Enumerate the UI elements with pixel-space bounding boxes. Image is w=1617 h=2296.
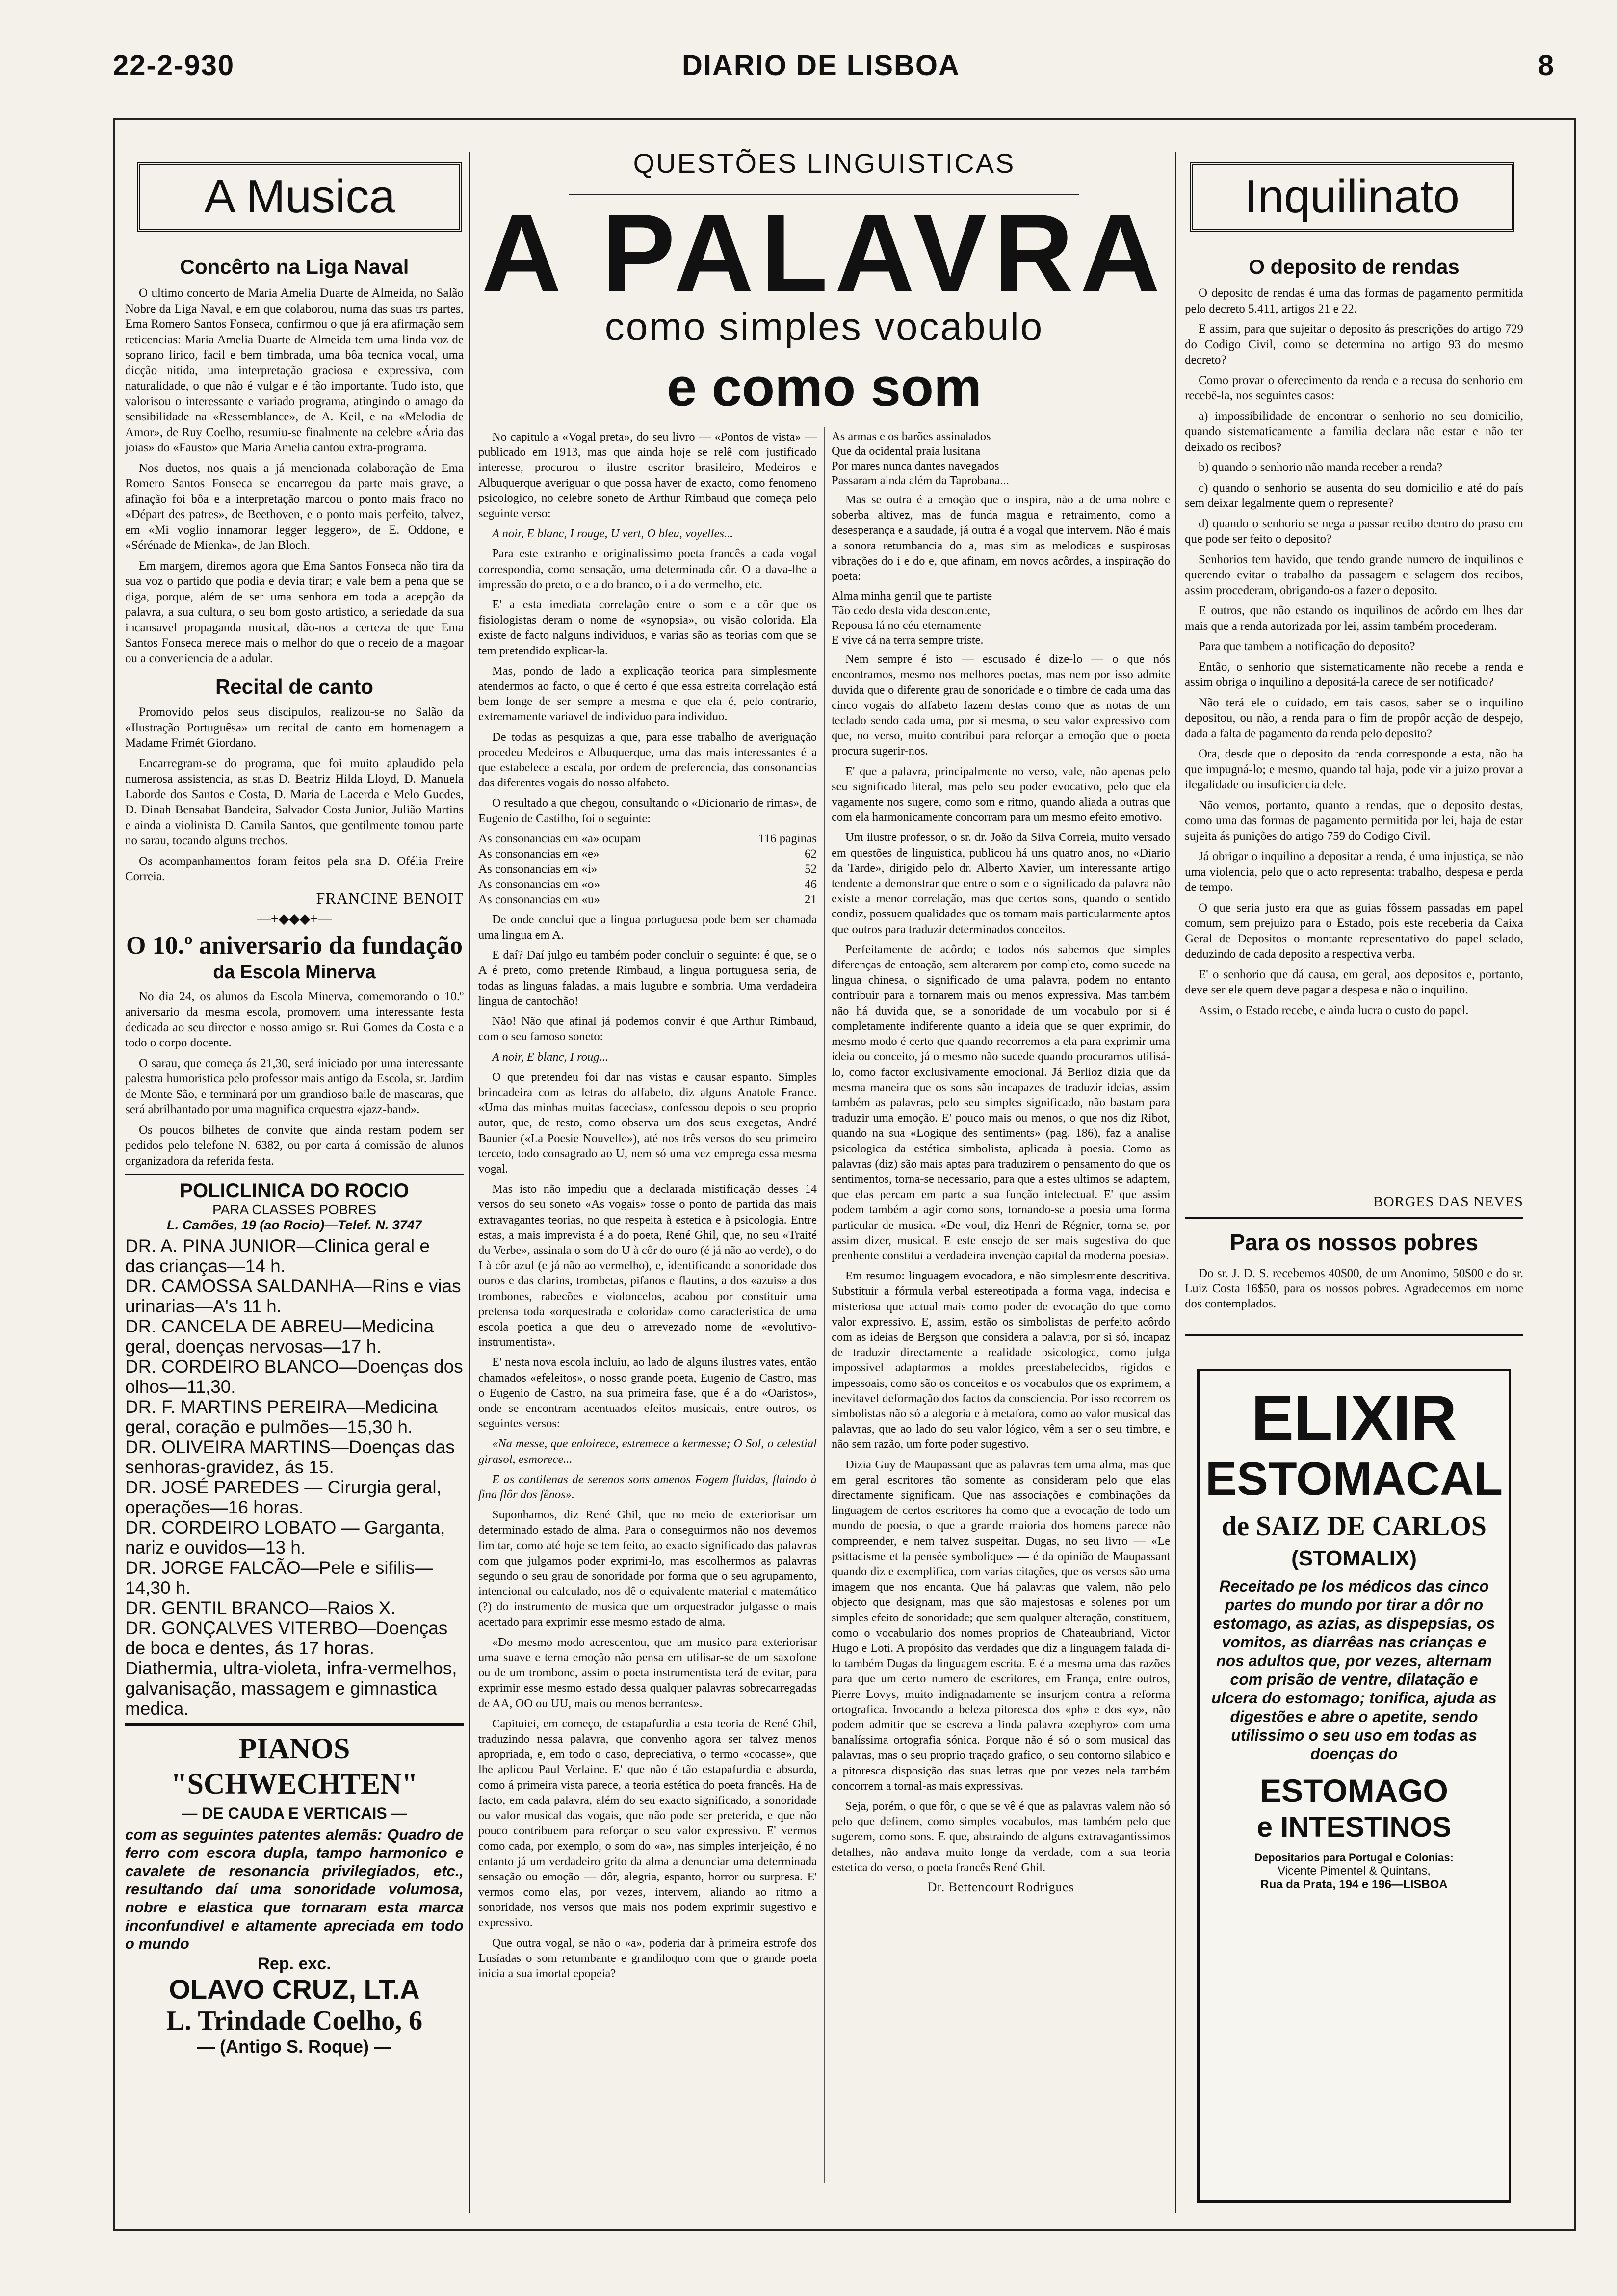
paragraph: E outros, que não estando os inquilinos de acôrdo em lhes dar mais que a renda autorizada por lei, assim também procederam. [1185,604,1523,633]
pobres-body: Do sr. J. D. S. recebemos 40$00, de um Anonimo, 50$00 e do sr. Luiz Costa 16$50, para os nossos pobres. Agradecemos em nome dos contemplados. [1185,1267,1523,1310]
paragraph: Capituiei, em começo, de estapafurdia a esta teoria de René Ghil, traduzindo nessa palavra, que convenho agora ser talvez menos apropriada, e, em todo o caso, depreciativa, o termo «cocasse», que lhe aplicou Paul Verlaine. E' que não é tão estapafurdia e absurda, como á primeira vista parece, a teoria estética do poeta francês. Ha de facto, em cada palavra, além do seu exacto significado, a sonoridade ou valor musical das vogais, que não pode ser preterida, e que não pouco contribuem para reforçar o seu valor expressivo. E' vermos como cada, por exemplo, o som do «a», nas simples interjeição, é no entanto já um verdadeiro grito da alma a denunciar uma determinada sensação ou emoção — dôr, alegria, espanto, horror ou surpresa. E' vermos como elas, por vezes, intervem, aliando ao ritmo a sonoridade, nos versos que mais nos podem exprimir sugestivo e expressivo. [478,1717,817,1930]
pianos-address: L. Trindade Coelho, 6 [166,2006,423,2036]
right-column [1185,255,1523,1187]
paragraph: E' a esta imediata correlação entre o som e a côr que os fisiologistas deram o nome de «synopsia», ou visão colorida. Ela existe de facto nalguns individuos, e varias são as teorias com que se tem pretendido explicar-la. [478,598,817,657]
paragraph: «Do mesmo modo acrescentou, que um musico para exteriorisar uma suave e terna emoção não pensa em utilisar-se de um saxofone ou de um trombone, assim o poeta instrumentista terá de evitar, para exprimir esse mesmo estado dessa qualquer palavras sobrecarregadas de AA, OO ou UU, mais ou menos berrantes». [478,1635,817,1710]
inquilinato-heading: O deposito de rendas [1249,255,1460,278]
article-subhead-2: e como som [667,357,982,417]
column-divider-left [469,152,470,2213]
recital-body [125,704,464,885]
pianos-text: com as seguintes patentes alemãs: Quadro de ferro com escora dupla, tampo harmonico e cavalete de resonancia privilegiados, etc., resultando daí uma sonoridade volumosa, nobre e elastica que tornaram esta marca inconfundivel e altamente apreciada em todo o mundo [125,1826,464,1952]
paragraph: Dizia Guy de Maupassant que as palavras tem uma alma, mas que em geral escritores tão somente as consideram pelo que elas directamente significam. Que nas associações e combinações da linguagem de certos escritores ha como que a evocação de todo um mundo de poesia, o que a grande maioria dos homens parece não compreender, e nem talvez suspeitar. Dugas, no seu livro — «Le psittacisme et la pensée symbolique» — é da opinião de Maupassant quando diz e exemplifica, com varias citações, que os versos são uma imagem que nos encanta. Que há palavras que valem, não pelo objecto que designam, mas que são majestosas e solenes por um simples efeito de sonoridade; que sem qualquer alteração, constituem, como o vocabulario dos nomes proprios de Chateaubriand, Victor Hugo e Loti. A propósito das verdades que diz a linguagem falada di-lo também Dugas da linguagem escrita. E é a mesma uma das razões para que um certo numero de escritores, em França, entre outros, Pierre Lovys, muito indignadamente se insurjem contra a reforma ortografica. Invocando a beleza pitoresca dos «ph» e dos «y», não podem admitir que se escreva a linda palavra «zephyro» com uma banalíssima ortografia sónica. Porque não é só o som musical das palavras, mas o seu proprio traçado grafico, o seu contorno silabico e a pitoresca disposição das suas letras que por vezes nela também concorrem a tornal-as mais expressivas. [832,1458,1170,1793]
doctor-entry: DR. JOSÉ PAREDES — Cirurgia geral, operações—16 horas. [125,1477,442,1517]
doctor-entry: DR. JORGE FALCÃO—Pele e sifilis—14,30 h. [125,1558,433,1598]
doctor-entry: DR. A. PINA JUNIOR—Clinica geral e das crianças—14 h. [125,1236,430,1276]
table-label: As consonancias em «a» ocupam [478,832,641,845]
paragraph: Um ilustre professor, o sr. dr. João da Silva Correia, muito versado em questões de linguistica, publicou há uns quatro anos, no «Diario da Tarde», dirigido pelo dr. Alberto Xavier, um interessante artigo tendente a demonstrar que entre o som e o significado da palavra não existe a menor correlação, mas que certos sons, quando o sentido condiz, possuem qualidades que os tornam mais particularmente aptos que outros para traduzir determinados conceitos. [832,831,1170,936]
table-row [478,846,817,861]
column-divider-right [1175,152,1176,2213]
elixir-stomach: ESTOMAGO [1260,1773,1448,1809]
minerva-subheading: da Escola Minerva [213,962,376,983]
pianos-company: OLAVO CRUZ, LT.A [169,1974,420,2005]
page-number: 8 [1538,50,1555,81]
verse-block [832,429,1170,488]
verse-line: Alma minha gentil que te partiste [832,589,992,603]
pobres-heading: Para os nossos pobres [1229,1229,1479,1255]
table-value: 116 paginas [758,832,817,845]
verse-line: As armas e os barões assinalados [832,430,991,443]
paragraph: Assim, o Estado recebe, e ainda lucra o custo do papel. [1199,1003,1469,1017]
doctor-entry: DR. GENTIL BRANCO—Raios X. [125,1598,396,1618]
article-subhead-1: como simples vocabulo [604,305,1044,348]
section-head-inquilinato: Inquilinato [1190,162,1514,232]
page-date: 22-2-930 [113,50,235,81]
paragraph: Perfeitamente de acôrdo; e todos nós sabemos que simples diferenças de entoação, sem alterarem por completo, como sucede na lingua chinesa, o significado de uma palavra, podem no entanto contribuir para a tornarem mais ou menos expressiva. Mas também não há duvida que, se a sonoridade de um vocabulo por si é completamente indiferente quanto a ideia que se quer exprimir, do mesmo modo é certo que quando recorremos a ela para exprimir uma ideia ou conceito, já o mesmo não sucede quando procuramos utilisá-lo, como factor exclusivamente emocional. Já Berlioz dizia que da mesma maneira que os sons são incapazes de traduzir ideias, assim também as palavras, pelo seu simples significado, não bastam para traduzir uma emoção. E' pouco mais ou menos, o que nos diz Ribot, quando na sua «Logique des sentiments» (pag. 186), faz a analise psicologica da estética simbolista, aplicada à poesia. Como as palavras (diz) são mais aptas para traduzirem o pensamento do que os sentimentos, torna-se necessario, para que a estes ultimos se adaptem, que elas percam em parte a sua função intelectual. E' que assim podem também a agir como sons, tornando-se a poesia uma forma particular de musica. «De voul, diz Henri de Régnier, torna-se, por assim dizer, musical. E este ensejo de ser mais sugestiva do que prenhente constitui a verdadeira invenção capital da moderna poesia». [832,942,1170,1262]
rule [125,1174,464,1175]
article-column-2 [832,429,1170,2215]
paragraph: Nem sempre é isto — escusado é dize-lo — o que nós encontramos, mesmo nos melhores poetas, mas nem por isso admite duvida que o diferente grau de sonoridade e o timbre de cada uma das cinco vogais do alfabeto fazem destas como que as notas de um teclado sendo cada uma, por si mesma, o seu valor expressivo com que, no verso, muito contribui para reforçar a emoção que o poeta procura sugerir-nos. [832,652,1170,758]
paragraph: Mas, pondo de lado a explicação teorica para simplesmente atendermos ao facto, o que é certo é que essa estreita correlação está bem longe de ser sempre a mesma e que ela é, pelo contrario, extremamente variavel de individuo para individuo. [478,664,817,724]
paragraph: O ultimo concerto de Maria Amelia Duarte de Almeida, no Salão Nobre da Liga Naval, e em que colaborou, numa das suas trs partes, Ema Romero Santos Fonseca, confirmou o que já era afirmação sem reticencias: Maria Amelia Duarte de Almeida tem uma linda voz de soprano lirico, facil e bem timbrada, uma bôa tecnica vocal, uma dicção nitida, uma interpretação graciosa e expressiva, com naturalidade, o que não é vulgar e é tão importante. Tudo isto, que valorisou o interessante e variado programa, atingindo o amago da sensibilidade na «Ressemblance», de A. Keil, e na «Melodia de Amor», de Ruy Coelho, resumiu-se finalmente na celebre «Ária das joias» do «Fausto» que Maria Amelia cantou extra-programa. [125,287,464,454]
paragraph: E daí? Daí julgo eu também poder concluir o seguinte: é que, se o A é preto, como pretende Rimbaud, a lingua portuguesa seria, de todas as linguas faladas, a mais lugubre e sombria. Uma verdadeira lingua de cantochão! [478,948,817,1008]
newspaper-title: DIARIO DE LISBOA [682,50,960,81]
paragraph: O que seria justo era que as guias fôssem passadas em papel comum, sem prejuizo para o Estado, pois este receberia da Caixa Geral de Depositos o montante representativo do papel selado, deduzindo de cada deposito a respectiva verba. [1185,901,1523,961]
paragraph: Mas se outra é a emoção que o inspira, não a de uma nobre e soberba altivez, mas de funda magua e retraimento, como a desesperança e a saudade, já outra é a vogal que intervem. Não é mais a sonora retumbancia do a, mas sim as melodicas e suspirosas vibrações do i e do e, que afinam, em novos acôrdes, a inspiração do poeta: [832,493,1170,583]
verse-block [832,589,1170,648]
paragraph: E' que a palavra, principalmente no verso, vale, não apenas pelo seu significado literal, mas pelo seu poder evocativo, pelo que ela vagamente nos sugere, como som e ritmo, quando aliada a outras que com ela harmonicamente concorram para um mesmo efeito emotivo. [832,764,1170,824]
doctor-entry: Diathermia, ultra-violeta, infra-vermelhos, galvanisação, massagem e gimnastica medica. [125,1658,457,1719]
verse-line: Por mares nunca dantes navegados [832,459,999,472]
article-headline: A PALAVRA [481,191,1167,314]
signature-borges: BORGES DAS NEVES [1373,1194,1523,1210]
paragraph: Já obrigar o inquilino a depositar a renda, é uma injustiça, se não uma violencia, pelo que o acto representa: trabalho, despesa e perda de tempo. [1185,850,1523,894]
paragraph: Não! Não que afinal já podemos convir é que Arthur Rimbaud, com o seu famoso soneto: [478,1015,817,1044]
table-row [478,861,817,877]
verse-line: Que da ocidental praia lusitana [832,444,981,458]
elixir-maker: de SAIZ DE CARLOS [1222,1511,1487,1541]
doctor-entry: DR. OLIVEIRA MARTINS—Doenças das senhoras-gravidez, ás 15. [125,1437,455,1477]
section-head-musica: A Musica [137,162,462,232]
paragraph: Seja, porém, o que fôr, o que se vê é que as palavras valem não só pelo que definem, como simples vocabulos, mas também pelo que sugerem, como sons. E que, abstraindo de alguns extravagantissimos detalhes, não andava muito longe da verdade, com a sua teoria estetica do verso, o poeta francês René Ghil. [832,1800,1170,1874]
elixir-brand: (STOMALIX) [1291,1546,1417,1570]
minerva-heading: O 10.º aniversario da fundação [126,931,463,960]
paragraph: O sarau, que começa ás 21,30, será iniciado por uma interessante palestra humoristica pelo professor mais antigo da Escola, sr. Jardim de Monte São, e terminará por um grandioso baile de mascaras, que será abrilhantado por uma magnifica orquestra «jazz-band». [125,1056,464,1116]
table-value: 62 [805,847,817,861]
verse-line: Repousa lá no céu eternamente [832,619,981,632]
signature-francine: FRANCINE BENOIT [316,889,464,907]
paragraph: E as cantilenas de serenos sons amenos Fogem fluidas, fluindo à fina flôr dos fênos». [478,1472,817,1501]
pianos-line: — DE CAUDA E VERTICAIS — [182,1804,407,1822]
rule [1185,1334,1523,1336]
policlinica-title: POLICLINICA DO ROCIO [180,1180,409,1201]
paragraph: E' nesta nova escola incluiu, ao lado de alguns ilustres vates, então chamados «efeleitos», o nosso grande poeta, Eugenio de Castro, mas o Eugenio de Castro, na sua primeira fase, que é a do «Oaristos», onde se encontram acentuados efeitos musicais, entre outros, os seguintes versos: [478,1356,817,1431]
table-value: 46 [805,877,817,891]
table-label: As consonancias em «u» [478,892,600,906]
paragraph: A noir, E blanc, I roug... [492,1050,608,1064]
pianos-old-address: — (Antigo S. Roque) — [197,2036,391,2057]
paragraph: Os acompanhamentos foram feitos pela sr.a D. Ofélia Freire Correia. [125,854,464,883]
article-signature: Dr. Bettencourt Rodrigues [927,1880,1074,1895]
table-value: 21 [805,892,817,906]
pianos-ad [125,1731,464,2057]
article-kicker: QUESTÕES LINGUISTICAS [633,148,1016,179]
elixir-subtitle: ESTOMACAL [1205,1453,1503,1505]
rule [125,1723,464,1726]
paragraph: Para que tambem a notificação do deposito? [1199,640,1415,653]
pianos-rep: Rep. exc. [258,1955,331,1973]
verse-line: Passaram ainda além da Taprobana... [832,474,1009,487]
minerva-body [125,989,464,1169]
elixir-ad [1197,1369,1511,2203]
paragraph: E' o senhorio que dá causa, em geral, aos depositos e, portanto, deve ser ele quem deve pagar a despesa e não o inquilino. [1185,967,1523,996]
concerto-body [125,286,464,666]
paragraph: No dia 24, os alunos da Escola Minerva, comemorando o 10.º aniversario da mesma escola, promovem uma interessante festa dedicada ao seu director e nosso amigo sr. Rui Gomes da Costa e a todo o corpo docente. [125,990,464,1049]
table-row [478,831,817,846]
paragraph: Suponhamos, diz René Ghil, que no meio de exteriorisar um determinado estado de alma. Para o conseguirmos não nos devemos limitar, como até hoje se tem feito, ao exacto significado das palavras com que julgamos poder exprimi-lo, mas escolhermos as palavras segundo o seu grau de sonoridade por forma que o seu agrupamento, intencional ou calculado, nos dê o equivalente material e matemático (?) do instrumento de musica que um orquestrador julgasse o mais acertado para exprimir esse mesmo estado de alma. [478,1508,817,1629]
paragraph: Que outra vogal, se não o «a», poderia dar à primeira estrofe dos Lusíadas o som retumbante e grandiloquo com que o grande poeta inicia a sua imortal epopeia? [478,1936,817,1981]
table-label: As consonancias em «o» [478,877,600,891]
recital-heading: Recital de canto [215,675,374,698]
column-divider-center [824,427,825,2183]
article-column-1 [478,429,817,2215]
paragraph: Encarregram-se do programa, que foi muito aplaudido pela numerosa assistencia, as sr.as D. Beatriz Hilda Lloyd, D. Manuela Laborde dos Santos e Costa, D. Maria de Lacerda e Melo Guedes, D. Dinah Bensabat Bandeira, Salvador Costa Junior, Julião Martins e ainda a violinista D. Camila Santos, que gentilmente tomou parte no sarau, tocando alguns trechos. [125,757,464,847]
doctor-entry: DR. F. MARTINS PEREIRA—Medicina geral, coração e pulmões—15,30 h. [125,1397,438,1437]
table-value: 52 [805,862,817,876]
paragraph: Então, o senhorio que sistematicamente não recebe a renda e assim obriga o inquilino a depositá-la carece de ser notificado? [1185,660,1523,689]
paragraph: O resultado a que chegou, consultando o «Dicionario de rimas», de Eugenio de Castilho, foi o seguinte: [478,796,817,825]
paragraph: «Na messe, que enloirece, estremece a kermesse; O Sol, o celestial girasol, esmorece... [478,1437,817,1466]
paragraph: Mas isto não impediu que a declarada mistificação desses 14 versos do seu soneto «As vogais» fosse o ponto de partida das mais extravagantes teorias, no que respeita à estetica e à psicologia. Entre estas, a mais imprevista é a do poeta, René Ghil, que, no seu «Traité du Verbe», assinala o som do U à côr do ouro (é já não ao verde), o do I à côr azul (e já não ao vermelho), e, identificando a sonoridade dos ouros e das clarins, trombetas, pifanos e flautins, a dos «azuis» a dos trombones, rabecões e violoncelos, acabou por constituir uma pretensa toda «orquestrada e colorida» como caracteristica de uma escola poetica a que deu o arrevezado nome de «evolutivo-instrumentista». [478,1182,817,1349]
paragraph: a) impossibilidade de encontrar o senhorio no seu domicilio, quando sistematicamente a familia declara não estar e não ter deixado os recibos? [1185,409,1523,454]
paragraph: O que pretendeu foi dar nas vistas e causar espanto. Simples brincadeira com as letras do alfabeto, diz alguns Anatole France. «Uma das minhas muitas facecias», confessou depois o seu proprio autor, que, de resto, como observa um dos seus exegetas, André Baunier («La Poesie Nouvelle»), até nos três versos do seu primeiro terceto, todo consagrado ao U, nem só uma vez emprega essa mesma vogal. [478,1070,817,1175]
left-column [125,255,464,2213]
paragraph: Em resumo: linguagem evocadora, e não simplesmente descritiva. Substituir a fórmula verbal estereotipada a forma vaga, indecisa e misteriosa que actual mais como poder de evocação do que como valor expressivo. E, assim, estão os simbolistas de perfeito acôrdo com as ideias de Bergson que considera a palavra, por si só, incapaz de traduzir directamente a realidade psicologica, como julga impossivel adaptarmos a moldes preestabelecidos, rigidos e impessoais, como são os conceitos e os vocabulos que os exprimem, a inevitavel deformação dos factos da consciencia. Por isso recorrem os simbolistas não só a alegoria e à metafora, como ao valor musical das palavras, que ao lado do seu valor lógico, vêm a ser o seu timbre, e não sem razão, um forte poder sugestivo. [832,1269,1170,1451]
elixir-address-2: Rua da Prata, 194 e 196—LISBOA [1260,1878,1448,1891]
pianos-brand: PIANOS "SCHWECHTEN" [171,1732,418,1800]
elixir-address-1: Vicente Pimentel & Quintans, [1278,1864,1431,1878]
ornament-divider: —+◆◆◆+— [257,911,332,927]
paragraph: b) quando o senhorio não manda receber a renda? [1199,461,1442,474]
paragraph: Para este extranho e originalissimo poeta francês a cada vogal correspondia, como sensação, uma determinada côr. O a dava-lhe a impressão do preto, o e a do branco, o i a do vermelho, etc. [478,547,817,591]
paragraph: A noir, E blanc, I rouge, U vert, O bleu, voyelles... [492,527,733,541]
doctor-entry: DR. CAMOSSA SALDANHA—Rins e vias urinarias—A's 11 h. [125,1276,461,1316]
paragraph: Nos duetos, nos quais a já mencionada colaboração de Ema Romero Santos Fonseca se encarregou da parte mais grave, a afinação foi bôa e a interpretação marcou o ponto mais fraco no «Départ des patres», de Beethoven, e o ponto mais perfeito, talvez, em «Mi voglio innamorar legger leggero», de E. Oddone, e «Sérénade de Mienka», de Jan Bloch. [125,461,464,552]
paragraph: Senhorios tem havido, que tendo grande numero de inquilinos e querendo evitar o trabalho da passagem e selagem dos recibos, assim procederam, obrigando-os a fazer o deposito. [1185,552,1523,597]
table-row [478,877,817,892]
table-label: As consonancias em «e» [478,847,600,861]
concerto-heading: Concêrto na Liga Naval [180,255,409,278]
paragraph: Em margem, diremos agora que Ema Santos Fonseca não tira da sua voz o partido que podia e devia tirar; e vale bem a pena que se diga, porque, além de ser uma senhora em toda a acepção da palavra, a sua cultura, o seu bom gosto artistico, a seriedade da sua incansavel propaganda musical, dão-nos a certeza de que Ema Santos Fonseca merece mais o melhor do que o receio de a magoar ou a conveniencia de a adular. [125,559,464,665]
verse-line: Tão cedo desta vida descontente, [832,604,991,618]
table-label: As consonancias em «i» [478,862,598,876]
rhymes-table [478,831,817,907]
doctor-list [125,1236,464,1719]
policlinica-subtitle: PARA CLASSES POBRES [212,1202,377,1217]
elixir-depositarios: Depositarios para Portugal e Colonias: [1254,1852,1454,1864]
paragraph: Ora, desde que o deposito da renda corresponde a esta, não ha que impugná-lo; e mesmo, quando tal haja, pode vir a juizo provar a ilegalidade ou insuficiencia dele. [1185,747,1523,791]
doctor-entry: DR. CORDEIRO LOBATO — Garganta, nariz e ouvidos—13 h. [125,1517,445,1558]
doctor-entry: DR. CANCELA DE ABREU—Medicina geral, doenças nervosas—17 h. [125,1316,434,1357]
paragraph: d) quando o senhorio se nega a passar recibo dentro do praso em que pode ser feito o deposito? [1185,517,1523,546]
table-row [478,892,817,907]
doctor-entry: DR. CORDEIRO BLANCO—Doenças dos olhos—11,30. [125,1357,463,1397]
paragraph: De onde conclui que a lingua portuguesa pode bem ser chamada uma lingua em A. [478,913,817,942]
paragraph: c) quando o senhorio se ausenta do seu domicilio e até do país sem deixar legalmente quem o represente? [1185,481,1523,510]
rule [1185,1217,1523,1219]
paragraph: Promovido pelos seus discipulos, realizou-se no Salão da «Ilustração Portuguêsa» um recital de canto em homenagem a Madame Frimét Giordano. [125,705,464,750]
paragraph: Não terá ele o cuidado, em tais casos, saber se o inquilino depositou, ou não, a renda para o fim de propôr acção de despejo, dada a falta de pagamento da renda pelo deposito? [1185,696,1523,740]
elixir-title: ELIXIR [1251,1382,1457,1454]
policlinica-address: L. Camões, 19 (ao Rocio)—Telef. N. 3747 [167,1218,422,1232]
paragraph: E assim, para que sujeitar o deposito ás prescrições do artigo 729 do Codigo Civil, como se determina no artigo 93 do mesmo decreto? [1185,322,1523,366]
verse-line: E vive cá na terra sempre triste. [832,633,984,647]
doctor-entry: DR. GONÇALVES VITERBO—Doenças de boca e dentes, ás 17 horas. [125,1618,448,1658]
paragraph: No capitulo a «Vogal preta», do seu livro — «Pontos de vista» — publicado em 1913, mas que ainda hoje se relê com justificado interesse, procurou o ilustre escritor brasileiro, Medeiros e Albuquerque averiguar o que possa haver de exacto, como fenomeno psicologico, no celebre soneto de Arthur Rimbaud que começa pelo seguinte verso: [478,430,817,521]
elixir-intestines: e INTESTINOS [1256,1811,1452,1843]
paragraph: Como provar o oferecimento da renda e a recusa do senhorio em recebê-la, nos seguintes casos: [1185,373,1523,402]
paragraph: Não vemos, portanto, quanto a rendas, que o deposito destas, como uma das formas de pagamento permitida por lei, haja de estar sujeita ás punições do artigo 759 do Codigo Civil. [1185,798,1523,843]
paragraph: De todas as pesquizas a que, para esse trabalho de averiguação procedeu Medeiros e Albuquerque, uma das mais interessantes é a que estabelece a escala, por ordem de preferencia, das consonancias das diferentes vogais do nosso alfabeto. [478,730,817,790]
paragraph: Os poucos bilhetes de convite que ainda restam podem ser pedidos pelo telefone N. 6382, ou por carta á comissão de alunos organizadora da referida festa. [125,1123,464,1168]
elixir-text: Receitado pe los médicos das cinco partes do mundo por tirar a dôr no estomago, as azias, as dispepsias, os vomitos, as diarrêas nas crianças e nos adultos que, por vezes, alternam com prisão de ventre, dilatação e ulcera do estomago; tonifica, ajuda as digestões e abre o apetite, sendo utilissimo o seu uso em todas as doenças do [1211,1577,1497,1763]
paragraph: O deposito de rendas é uma das formas de pagamento permitida pelo decreto 5.411, artigos 21 e 22. [1185,287,1523,315]
